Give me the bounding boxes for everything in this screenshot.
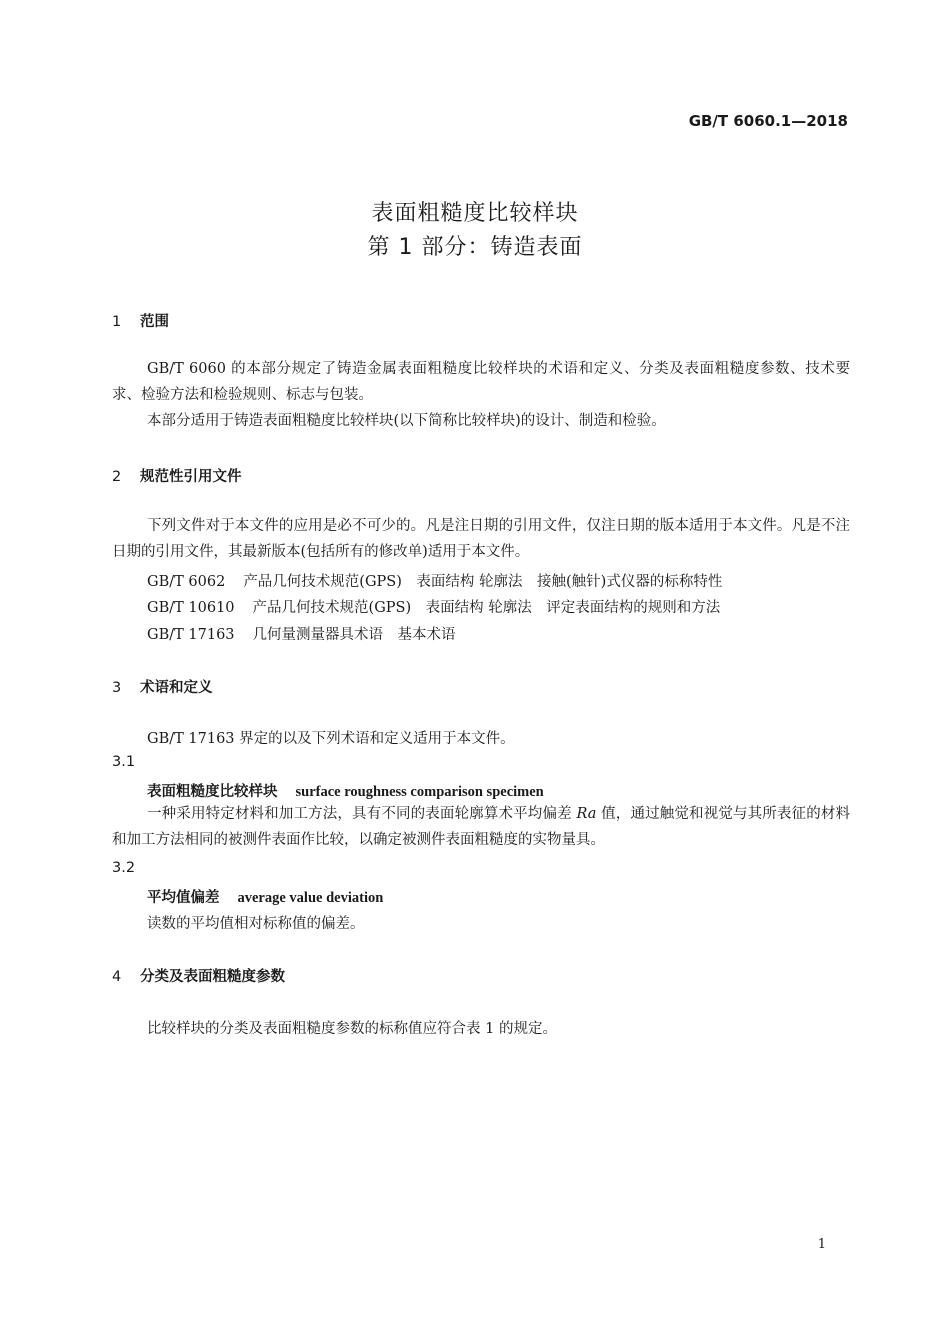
term-definition: 读数的平均值相对标称值的偏差。 <box>147 916 365 932</box>
ra-symbol: Ra <box>576 806 597 822</box>
term-english: average value deviation <box>237 890 384 906</box>
reference-title: 几何量测量器具术语 基本术语 <box>252 627 456 643</box>
reference-code: GB/T 17163 <box>147 627 235 643</box>
section-2-paragraph-1: 下列文件对于本文件的应用是必不可少的。凡是注日期的引用文件，仅注日期的版本适用于本文件。凡是不注日期的引用文件，其最新版本(包括所有的修改单)适用于本文件。 <box>112 518 850 560</box>
section-title: 术语和定义 <box>140 680 213 696</box>
reference-code: GB/T 6062 <box>147 574 226 590</box>
section-4-paragraph-1: 比较样块的分类及表面粗糙度参数的标称值应符合表 1 的规定。 <box>147 1021 557 1037</box>
section-1-paragraph-1: GB/T 6060 的本部分规定了铸造金属表面粗糙度比较样块的术语和定义、分类及表面粗糙度参数、技术要求、检验方法和检验规则、标志与包装。 <box>112 361 850 403</box>
section-1-heading <box>112 310 169 331</box>
term-heading <box>147 780 544 801</box>
reference-title: 产品几何技术规范(GPS) 表面结构 轮廓法 接触(触针)式仪器的标称特性 <box>243 574 723 590</box>
reference-title: 产品几何技术规范(GPS) 表面结构 轮廓法 评定表面结构的规则和方法 <box>252 600 721 616</box>
standard-code: GB/T 6060.1—2018 <box>688 112 848 130</box>
section-4-heading <box>112 965 285 986</box>
section-title: 范围 <box>140 314 169 330</box>
term-chinese: 平均值偏差 <box>147 890 220 906</box>
definition-text: 一种采用特定材料和加工方法，具有不同的表面轮廓算术平均偏差 <box>147 806 577 822</box>
section-2-heading <box>112 465 242 486</box>
reference-item <box>147 570 722 591</box>
document-title: 表面粗糙度比较样块 <box>371 201 579 226</box>
term-english: surface roughness comparison specimen <box>295 784 544 800</box>
section-title: 规范性引用文件 <box>140 469 242 485</box>
term-chinese: 表面粗糙度比较样块 <box>147 784 278 800</box>
section-number: 2 <box>112 469 122 485</box>
reference-item <box>147 623 456 644</box>
definition-text: 值，通过触觉和视觉与其所表征的材料和加工方法相同的被测件表面作比较，以确定被测件表面粗糙度的实物量具。 <box>112 806 851 848</box>
document-subtitle: 第 1 部分：铸造表面 <box>367 235 583 260</box>
section-number: 3 <box>112 680 122 696</box>
term-number: 3.2 <box>112 860 136 876</box>
term-number: 3.1 <box>112 754 136 770</box>
section-number: 4 <box>112 969 122 985</box>
page-number: 1 <box>817 1237 826 1252</box>
section-title: 分类及表面粗糙度参数 <box>140 969 285 985</box>
section-number: 1 <box>112 314 122 330</box>
section-3-intro: GB/T 17163 界定的以及下列术语和定义适用于本文件。 <box>147 731 515 747</box>
term-definition <box>112 801 850 853</box>
section-3-heading <box>112 676 213 697</box>
reference-code: GB/T 10610 <box>147 600 235 616</box>
term-heading <box>147 886 383 907</box>
reference-item <box>147 596 720 617</box>
section-1-paragraph-2: 本部分适用于铸造表面粗糙度比较样块(以下简称比较样块)的设计、制造和检验。 <box>147 413 666 429</box>
